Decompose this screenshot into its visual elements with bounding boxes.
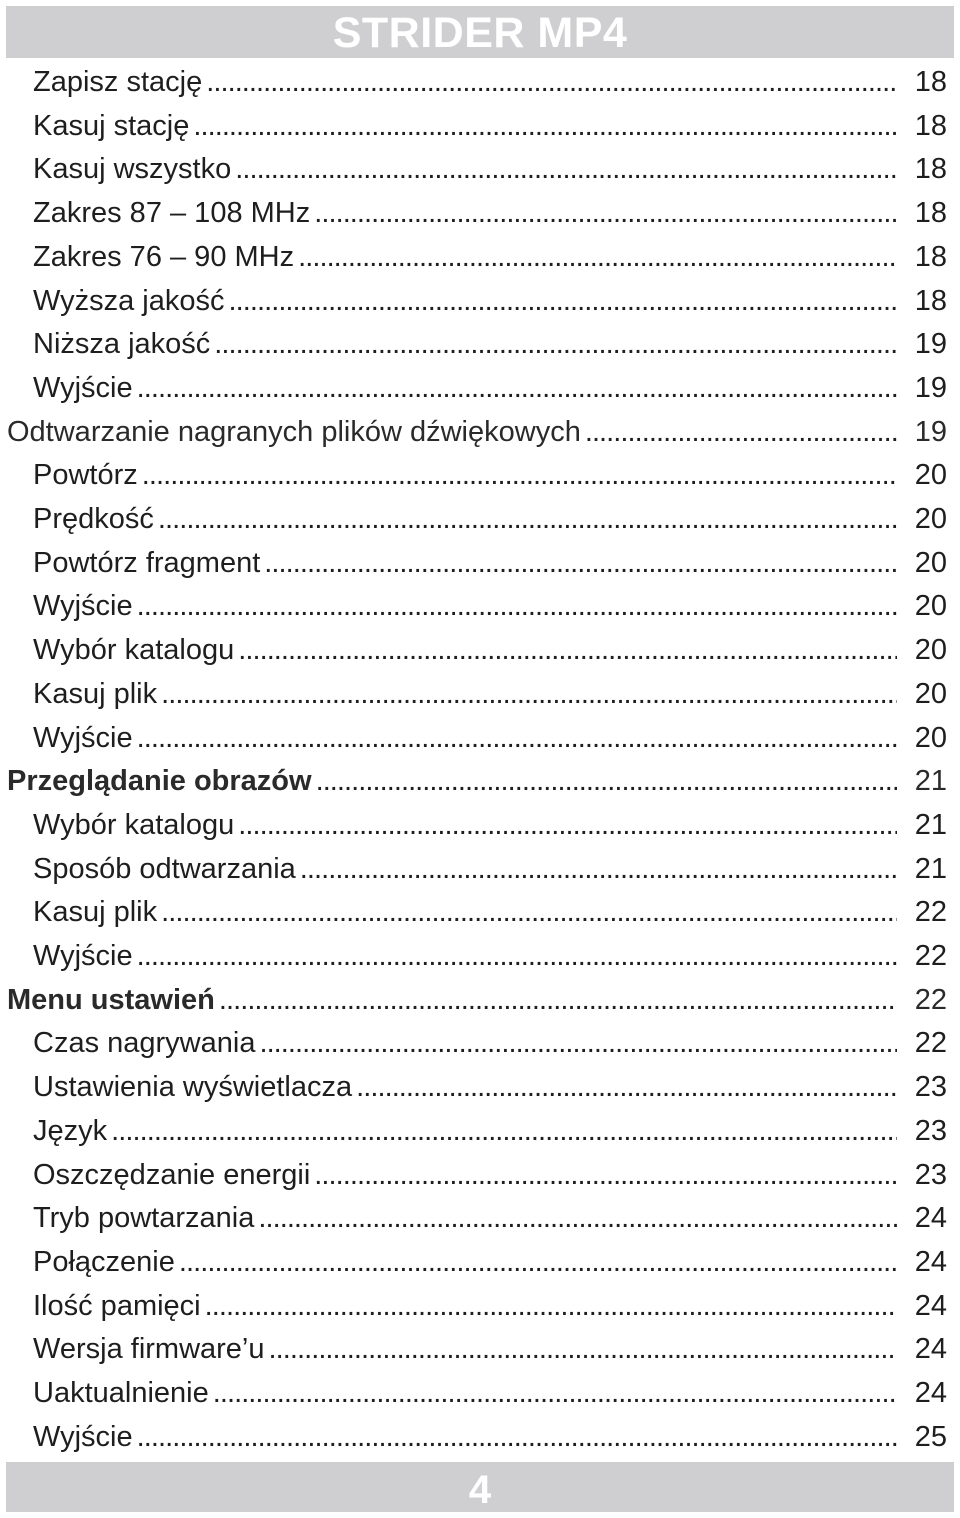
toc-entry[interactable] bbox=[0, 805, 960, 845]
toc-entry[interactable] bbox=[0, 412, 960, 452]
dot-leader bbox=[179, 1242, 897, 1282]
toc-entry-page: 23 bbox=[914, 1071, 947, 1103]
toc-entry[interactable] bbox=[0, 1198, 960, 1238]
toc-entry[interactable] bbox=[0, 324, 960, 364]
dot-leader bbox=[137, 1417, 897, 1457]
toc-entry-page: 24 bbox=[914, 1246, 947, 1278]
toc-entry[interactable] bbox=[0, 368, 960, 408]
toc-entry-page: 20 bbox=[914, 678, 947, 710]
toc-entry[interactable] bbox=[0, 849, 960, 889]
toc-entry-label: Zapisz stację bbox=[33, 66, 203, 98]
toc-entry-page: 21 bbox=[914, 809, 947, 841]
dot-leader bbox=[298, 237, 897, 277]
toc-entry-label: Zakres 76 – 90 MHz bbox=[33, 241, 295, 273]
toc-entry-page: 19 bbox=[914, 328, 947, 360]
dot-leader bbox=[111, 1111, 897, 1151]
toc-entry[interactable] bbox=[0, 1286, 960, 1326]
toc-entry-page: 23 bbox=[914, 1115, 947, 1147]
toc-entry-page: 24 bbox=[914, 1202, 947, 1234]
dot-leader bbox=[214, 324, 897, 364]
toc-entry-label: Wybór katalogu bbox=[33, 809, 235, 841]
dot-leader bbox=[229, 281, 897, 321]
toc-entry-page: 18 bbox=[914, 66, 947, 98]
toc-entry-label: Wyjście bbox=[33, 940, 133, 972]
toc-entry[interactable] bbox=[0, 193, 960, 233]
toc-entry-page: 23 bbox=[914, 1159, 947, 1191]
toc-entry-page: 18 bbox=[914, 197, 947, 229]
dot-leader bbox=[206, 62, 897, 102]
toc-entry-page: 22 bbox=[914, 984, 947, 1016]
toc-entry-label: Tryb powtarzania bbox=[33, 1202, 255, 1234]
page-number: 4 bbox=[468, 1468, 492, 1512]
toc-entry[interactable] bbox=[0, 1329, 960, 1369]
toc-entry-label: Zakres 87 – 108 MHz bbox=[33, 197, 311, 229]
toc-entry-page: 22 bbox=[914, 896, 947, 928]
dot-leader bbox=[137, 586, 897, 626]
toc-entry-page: 24 bbox=[914, 1290, 947, 1322]
toc-entry[interactable] bbox=[0, 1067, 960, 1107]
toc-entry[interactable] bbox=[0, 499, 960, 539]
dot-leader bbox=[142, 455, 897, 495]
dot-leader bbox=[238, 805, 897, 845]
dot-leader bbox=[205, 1286, 897, 1326]
dot-leader bbox=[258, 1198, 897, 1238]
dot-leader bbox=[158, 499, 897, 539]
dot-leader bbox=[314, 1155, 897, 1195]
toc-entry-label: Wybór katalogu bbox=[33, 634, 235, 666]
toc-entry-page: 20 bbox=[914, 722, 947, 754]
dot-leader bbox=[161, 892, 897, 932]
toc-entry-label: Sposób odtwarzania bbox=[33, 853, 296, 885]
toc-entry[interactable] bbox=[0, 718, 960, 758]
toc-entry-label: Niższa jakość bbox=[33, 328, 211, 360]
dot-leader bbox=[137, 718, 897, 758]
toc-entry[interactable] bbox=[0, 1111, 960, 1151]
document-title: STRIDER MP4 bbox=[332, 9, 628, 57]
toc-entry-page: 18 bbox=[914, 241, 947, 273]
dot-leader bbox=[161, 674, 897, 714]
toc-entry-label: Wersja firmware’u bbox=[33, 1333, 265, 1365]
toc-entry-label: Odtwarzanie nagranych plików dźwiękowych bbox=[7, 416, 581, 448]
toc-entry[interactable] bbox=[0, 1417, 960, 1457]
toc-entry[interactable] bbox=[0, 1242, 960, 1282]
toc-entry-page: 25 bbox=[914, 1421, 947, 1453]
dot-leader bbox=[238, 630, 897, 670]
toc-entry-label: Przeglądanie obrazów bbox=[7, 765, 312, 797]
toc-entry-label: Język bbox=[33, 1115, 108, 1147]
toc-entry-label: Powtórz fragment bbox=[33, 547, 261, 579]
toc-entry-label: Powtórz bbox=[33, 459, 138, 491]
toc-entry-page: 18 bbox=[914, 110, 947, 142]
toc-entry[interactable] bbox=[0, 1155, 960, 1195]
toc-entry-page: 19 bbox=[914, 372, 947, 404]
toc-entry[interactable] bbox=[0, 149, 960, 189]
dot-leader bbox=[235, 149, 897, 189]
toc-entry[interactable] bbox=[0, 630, 960, 670]
toc-entry-label: Kasuj wszystko bbox=[33, 153, 232, 185]
toc-entry-page: 20 bbox=[914, 634, 947, 666]
toc-entry[interactable] bbox=[0, 1023, 960, 1063]
toc-entry-label: Wyjście bbox=[33, 1421, 133, 1453]
dot-leader bbox=[300, 849, 897, 889]
toc-entry-label: Wyjście bbox=[33, 372, 133, 404]
toc-entry-label: Kasuj stację bbox=[33, 110, 190, 142]
toc-entry[interactable] bbox=[0, 543, 960, 583]
toc-entry[interactable] bbox=[0, 62, 960, 102]
toc-entry-page: 18 bbox=[914, 153, 947, 185]
toc-entry-page: 18 bbox=[914, 285, 947, 317]
toc-entry-page: 21 bbox=[914, 765, 947, 797]
toc-entry[interactable] bbox=[0, 106, 960, 146]
toc-entry[interactable] bbox=[0, 674, 960, 714]
toc-entry-label: Połączenie bbox=[33, 1246, 175, 1278]
dot-leader bbox=[193, 106, 897, 146]
toc-entry-page: 20 bbox=[914, 547, 947, 579]
dot-leader bbox=[137, 368, 897, 408]
dot-leader bbox=[219, 980, 897, 1020]
toc-entry-page: 24 bbox=[914, 1333, 947, 1365]
toc-entry[interactable] bbox=[0, 936, 960, 976]
toc-entry-label: Uaktualnienie bbox=[33, 1377, 209, 1409]
toc-entry[interactable] bbox=[0, 281, 960, 321]
dot-leader bbox=[316, 761, 897, 801]
toc-entry-label: Ilość pamięci bbox=[33, 1290, 201, 1322]
toc-entry[interactable] bbox=[0, 980, 960, 1020]
dot-leader bbox=[213, 1373, 897, 1413]
toc-entry-label: Oszczędzanie energii bbox=[33, 1159, 311, 1191]
toc-entry[interactable] bbox=[0, 586, 960, 626]
dot-leader bbox=[137, 936, 897, 976]
dot-leader bbox=[314, 193, 897, 233]
dot-leader bbox=[269, 1329, 897, 1369]
toc-entry-page: 22 bbox=[914, 1027, 947, 1059]
toc-entry-label: Menu ustawień bbox=[7, 984, 215, 1016]
toc-entry-page: 24 bbox=[914, 1377, 947, 1409]
toc-entry-page: 20 bbox=[914, 590, 947, 622]
toc-entry[interactable] bbox=[0, 1373, 960, 1413]
dot-leader bbox=[264, 543, 897, 583]
toc-entry[interactable] bbox=[0, 892, 960, 932]
dot-leader bbox=[259, 1023, 897, 1063]
toc-entry-page: 20 bbox=[914, 503, 947, 535]
toc-entry-label: Ustawienia wyświetlacza bbox=[33, 1071, 353, 1103]
toc-entry-page: 22 bbox=[914, 940, 947, 972]
toc-entry-label: Czas nagrywania bbox=[33, 1027, 256, 1059]
toc-entry-page: 19 bbox=[914, 416, 947, 448]
toc-entry-page: 20 bbox=[914, 459, 947, 491]
dot-leader bbox=[585, 412, 897, 452]
toc-entry[interactable] bbox=[0, 455, 960, 495]
toc-entry-label: Wyjście bbox=[33, 590, 133, 622]
toc-entry-label: Wyjście bbox=[33, 722, 133, 754]
dot-leader bbox=[356, 1067, 897, 1107]
toc-entry-label: Prędkość bbox=[33, 503, 154, 535]
toc-entry-label: Wyższa jakość bbox=[33, 285, 225, 317]
toc-entry-label: Kasuj plik bbox=[33, 678, 158, 710]
toc-entry-page: 21 bbox=[914, 853, 947, 885]
toc-entry[interactable] bbox=[0, 237, 960, 277]
toc-entry[interactable] bbox=[0, 761, 960, 801]
toc-entry-label: Kasuj plik bbox=[33, 896, 158, 928]
